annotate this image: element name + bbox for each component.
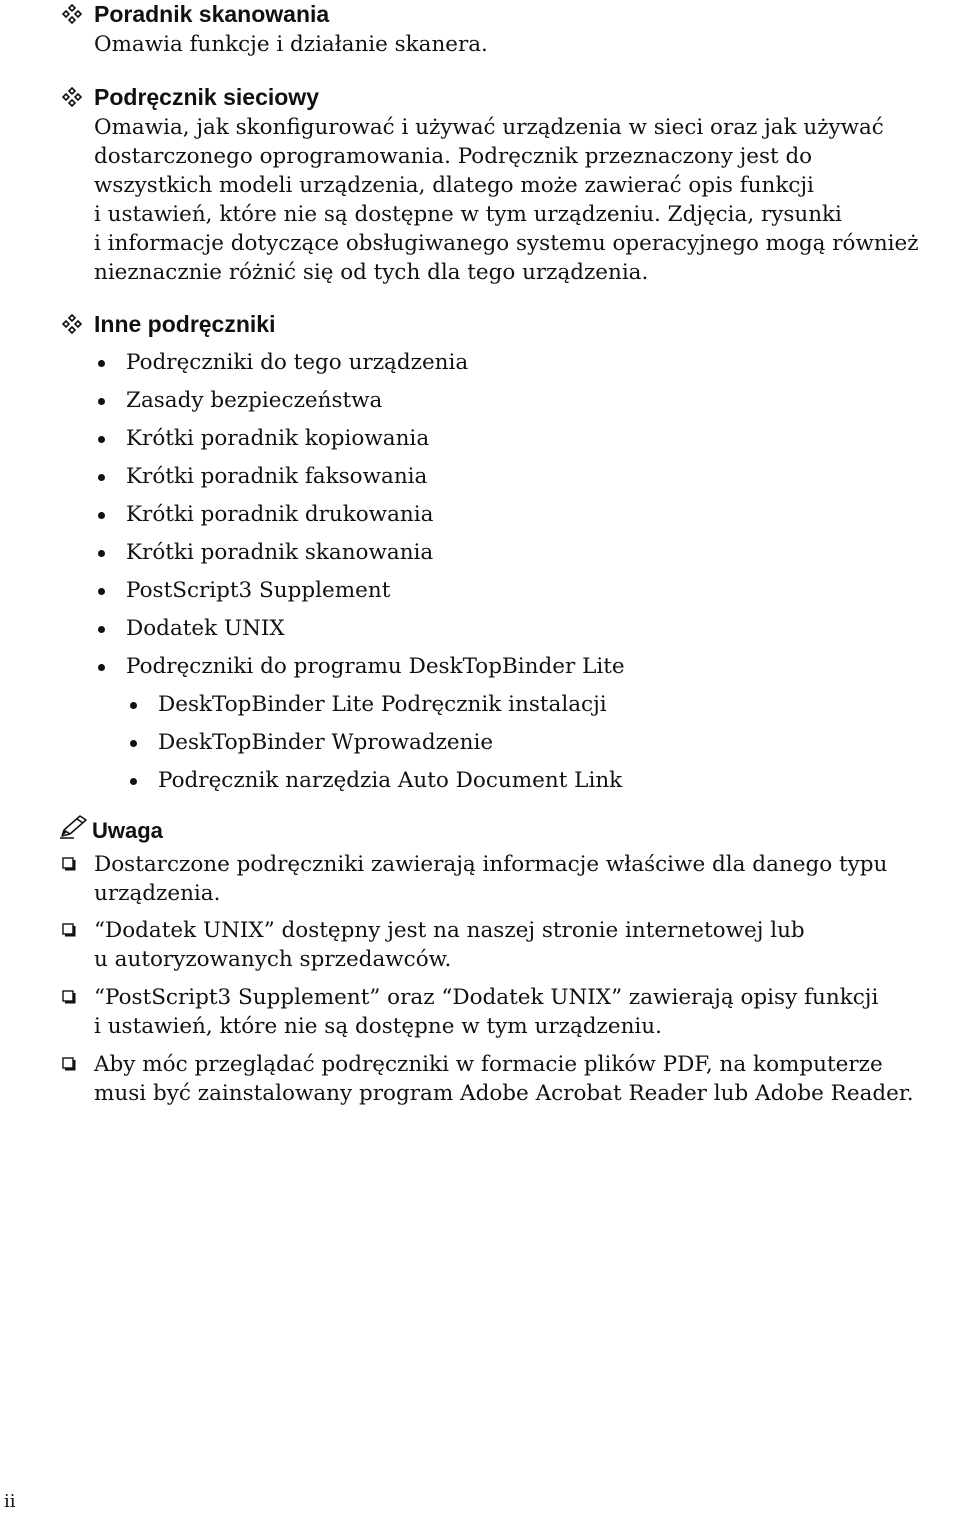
list-item	[126, 387, 382, 415]
note-text	[94, 916, 805, 974]
list-item	[126, 425, 429, 453]
section-heading-scanner	[62, 0, 329, 28]
diamond-cluster-icon	[62, 83, 82, 111]
sub-list-item	[158, 767, 622, 795]
text-line: u autoryzowanych sprzedawców.	[94, 947, 452, 972]
text-line: Aby móc przeglądać podręczniki w formacie plików PDF, na komputerze	[94, 1052, 883, 1077]
list-item-label: Podręczniki do tego urządzenia	[126, 350, 469, 375]
checkbox-icon	[62, 990, 76, 1004]
bullet-icon	[98, 664, 105, 671]
text-line: “PostScript3 Supplement” oraz “Dodatek UNIX” zawierają opisy funkcji	[94, 985, 879, 1010]
note-text	[94, 983, 878, 1041]
list-item	[126, 539, 433, 567]
note-heading-text: Uwaga	[92, 818, 163, 843]
list-item	[126, 349, 468, 377]
text-line: Omawia funkcje i działanie skanera.	[94, 32, 488, 57]
bullet-icon	[98, 588, 105, 595]
bullet-icon	[98, 436, 105, 443]
list-item-label: DeskTopBinder Wprowadzenie	[158, 730, 494, 755]
list-item-label: Krótki poradnik faksowania	[126, 464, 428, 489]
text-line: musi być zainstalowany program Adobe Acrobat Reader lub Adobe Reader.	[94, 1081, 914, 1106]
list-item	[126, 615, 285, 643]
bullet-icon	[98, 474, 105, 481]
checkbox-icon	[62, 857, 76, 871]
list-item-label: Podręcznik narzędzia Auto Document Link	[158, 768, 623, 793]
bullet-icon	[98, 512, 105, 519]
checkbox-icon	[62, 1057, 76, 1071]
list-item	[126, 501, 433, 529]
section-heading-text: Inne podręczniki	[94, 311, 276, 337]
list-item-label: DeskTopBinder Lite Podręcznik instalacji	[158, 692, 607, 717]
text-line: Dostarczone podręczniki zawierają informacje właściwe dla danego typu	[94, 852, 888, 877]
bullet-icon	[98, 360, 105, 367]
bullet-icon	[98, 550, 105, 557]
diamond-cluster-icon	[62, 310, 82, 338]
text-line: i ustawień, które nie są dostępne w tym urządzeniu.	[94, 1014, 662, 1039]
page-number: ii	[4, 1491, 16, 1512]
note-text	[94, 1050, 914, 1108]
text-line: Omawia, jak skonfigurować i używać urządzenia w sieci oraz jak używać	[94, 115, 884, 140]
text-line: i ustawień, które nie są dostępne w tym urządzeniu. Zdjęcia, rysunki	[94, 202, 842, 227]
sub-list-item	[158, 729, 493, 757]
text-line: dostarczonego oprogramowania. Podręcznik przeznaczony jest do	[94, 144, 813, 169]
bullet-icon	[130, 778, 137, 785]
note-text	[94, 850, 887, 908]
list-item	[126, 577, 390, 605]
text-line: “Dodatek UNIX” dostępny jest na naszej stronie internetowej lub	[94, 918, 805, 943]
section-heading-text: Podręcznik sieciowy	[94, 84, 319, 110]
bullet-icon	[98, 398, 105, 405]
bullet-icon	[130, 702, 137, 709]
list-item	[126, 653, 625, 681]
bullet-icon	[130, 740, 137, 747]
diamond-cluster-icon	[62, 0, 82, 28]
list-item-label: Dodatek UNIX	[126, 616, 285, 641]
list-item-label: Krótki poradnik kopiowania	[126, 426, 430, 451]
list-item	[126, 463, 427, 491]
list-item-label: PostScript3 Supplement	[126, 578, 391, 603]
bullet-icon	[98, 626, 105, 633]
section-heading-network	[62, 83, 319, 111]
text-line: urządzenia.	[94, 881, 221, 906]
list-item-label: Zasady bezpieczeństwa	[126, 388, 383, 413]
section-heading-text: Poradnik skanowania	[94, 1, 330, 27]
pencil-icon	[58, 814, 92, 847]
list-item-label: Krótki poradnik skanowania	[126, 540, 434, 565]
checkbox-icon	[62, 923, 76, 937]
sub-list-item	[158, 691, 607, 719]
list-item-label: Krótki poradnik drukowania	[126, 502, 434, 527]
text-line: wszystkich modeli urządzenia, dlatego może zawierać opis funkcji	[94, 173, 814, 198]
section-body-scanner	[94, 30, 960, 59]
section-heading-other	[62, 310, 275, 338]
note-heading	[58, 814, 163, 847]
section-body-network	[94, 113, 960, 287]
text-line: i informacje dotyczące obsługiwanego systemu operacyjnego mogą również	[94, 231, 919, 256]
text-line: nieznacznie różnić się od tych dla tego urządzenia.	[94, 260, 649, 285]
list-item-label: Podręczniki do programu DeskTopBinder Lite	[126, 654, 625, 679]
